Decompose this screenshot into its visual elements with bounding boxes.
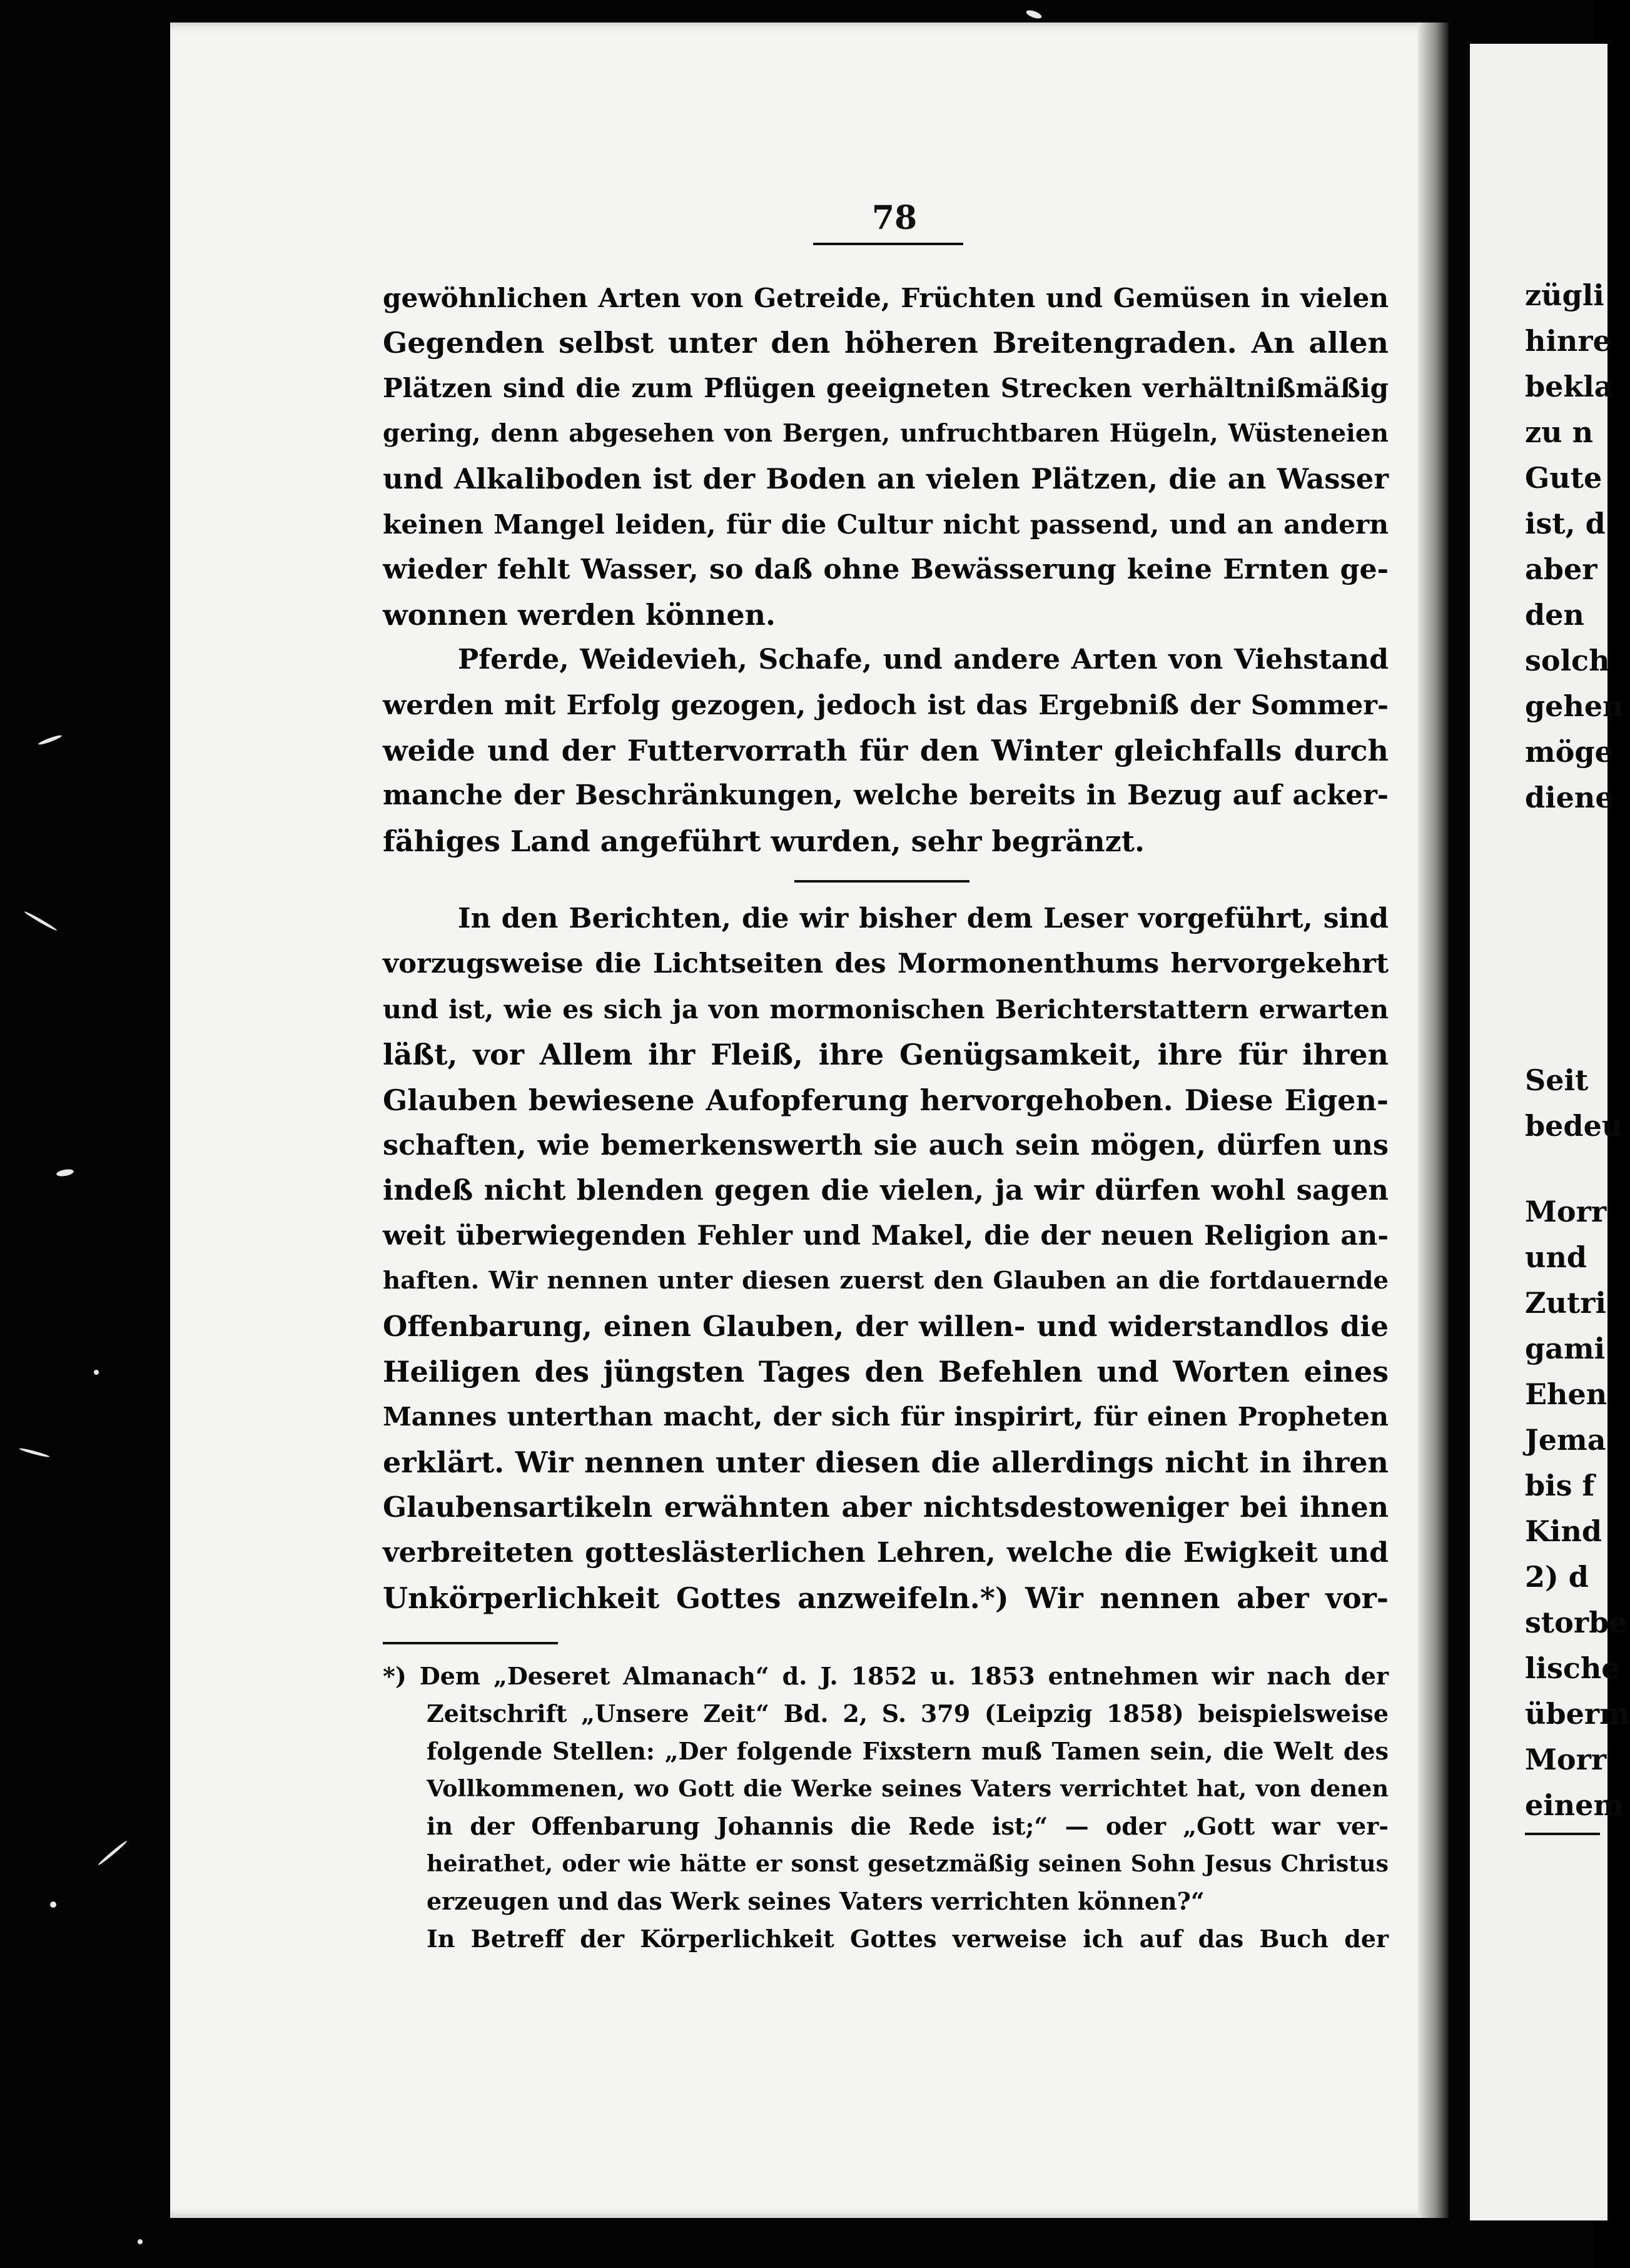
facing-page-line: Jema	[1525, 1423, 1606, 1457]
footnote-line: folgende Stellen: „Der folgende Fixstern muß Tamen sein, die Welt des	[427, 1737, 1389, 1765]
footnote-line: In Betreff der Körperlichkeit Gottes verweise ich auf das Buch der	[427, 1925, 1389, 1953]
text-line: und ist, wie es sich ja von mormonischen Berichterstattern erwarten	[383, 993, 1389, 1025]
text-line: Unkörperlichkeit Gottes anzweifeln.*) Wir nennen aber vor-	[383, 1581, 1389, 1615]
facing-page-line: Morr	[1525, 1743, 1607, 1776]
scan-speck	[94, 1370, 99, 1375]
facing-page-line: bekla	[1525, 370, 1613, 403]
text-line: Pferde, Weidevieh, Schafe, und andere Arten von Viehstand	[458, 644, 1389, 676]
text-line: fähiges Land angeführt wurden, sehr begränzt.	[383, 824, 1145, 858]
scan-speck	[138, 2239, 143, 2244]
page-number-rule	[813, 243, 963, 245]
text-line: erklärt. Wir nennen unter diesen die allerdings nicht in ihren	[383, 1445, 1389, 1479]
facing-page-line: Morr	[1525, 1195, 1607, 1228]
text-line: haften. Wir nennen unter diesen zuerst den Glauben an die fortdauernde	[383, 1267, 1389, 1295]
footnote-line: Zeitschrift „Unsere Zeit“ Bd. 2, S. 379 (Leipzig 1858) beispielsweise	[427, 1699, 1389, 1728]
footnote-line: *) Dem „Deseret Almanach“ d. J. 1852 u. 1853 entnehmen wir nach der	[383, 1662, 1389, 1690]
text-line: indeß nicht blenden gegen die vielen, ja wir dürfen wohl sagen	[383, 1173, 1389, 1207]
footnote-divider	[383, 1642, 558, 1644]
text-line: wonnen werden können.	[383, 597, 776, 632]
text-line: Offenbarung, einen Glauben, der willen- und widerstandlos die	[383, 1309, 1389, 1343]
text-line: Plätzen sind die zum Pflügen geeigneten Strecken verhältnißmäßig	[383, 372, 1389, 403]
facing-page-text	[1525, 0, 1630, 2268]
footnote-line: heirathet, oder wie hätte er sonst gesetzmäßig seinen Sohn Jesus Christus	[427, 1850, 1389, 1877]
text-line: werden mit Erfolg gezogen, jedoch ist das Ergebniß der Sommer-	[383, 689, 1389, 721]
text-line: Gegenden selbst unter den höheren Breitengraden. An allen	[383, 326, 1389, 360]
facing-page-line: überm	[1525, 1697, 1630, 1731]
facing-page-line: gehen	[1525, 689, 1624, 723]
text-line: verbreiteten gotteslästerlichen Lehren, welche die Ewigkeit und	[383, 1536, 1389, 1569]
text-line: und Alkaliboden ist der Boden an vielen Plätzen, die an Wasser	[383, 462, 1389, 495]
facing-page-line: Ehen	[1525, 1377, 1607, 1411]
page-number: 78	[871, 199, 918, 237]
text-line: läßt, vor Allem ihr Fleiß, ihre Genügsamkeit, ihre für ihren	[383, 1038, 1389, 1072]
footnote	[383, 1658, 1389, 1958]
facing-page-line: 2) d	[1525, 1560, 1589, 1594]
facing-page-line: gami	[1525, 1332, 1606, 1365]
facing-page-line: und	[1525, 1240, 1587, 1274]
facing-page-line: bedeu	[1525, 1109, 1623, 1143]
footnote-line: erzeugen und das Werk seines Vaters verrichten können?“	[427, 1887, 1205, 1915]
facing-page-line: solch	[1525, 644, 1610, 677]
text-line: keinen Mangel leiden, für die Cultur nicht passend, und an andern	[383, 508, 1389, 540]
text-line: In den Berichten, die wir bisher dem Leser vorgeführt, sind	[458, 903, 1389, 935]
facing-page-line: Kind	[1525, 1514, 1602, 1548]
facing-page-line: bis f	[1525, 1469, 1595, 1502]
facing-page-line: storbe	[1525, 1606, 1627, 1639]
text-line: weide und der Futtervorrath für den Winter gleichfalls durch	[383, 733, 1389, 767]
footnote-line: in der Offenbarung Johannis die Rede ist;“ — oder „Gott war ver-	[427, 1812, 1389, 1840]
scan-speck	[50, 1901, 56, 1908]
body-text	[383, 275, 1389, 1621]
text-line: weit überwiegenden Fehler und Makel, die der neuen Religion an-	[383, 1220, 1389, 1252]
facing-page-line: Zutri	[1525, 1286, 1606, 1320]
text-line: Mannes unterthan macht, der sich für inspirirt, für einen Propheten	[383, 1401, 1389, 1432]
text-line: Heiligen des jüngsten Tages den Befehlen und Worten eines	[383, 1354, 1389, 1389]
facing-page-line: den	[1525, 598, 1584, 632]
section-divider	[794, 880, 969, 883]
footnote-line: Vollkommenen, wo Gott die Werke seines Vaters verrichtet hat, von denen	[427, 1775, 1389, 1802]
text-line: Glauben bewiesene Aufopferung hervorgehoben. Diese Eigen-	[383, 1083, 1389, 1117]
page-gutter-shadow	[1417, 23, 1449, 2218]
facing-page-footnote-divider	[1525, 1833, 1600, 1835]
facing-page-line: zu n	[1525, 415, 1594, 449]
facing-page-line: möge	[1525, 735, 1613, 769]
facing-page-line: lische	[1525, 1651, 1620, 1685]
facing-page-line: ist, d	[1525, 507, 1606, 540]
facing-page-line: Gute	[1525, 461, 1602, 495]
text-line: Glaubensartikeln erwähnten aber nichtsdestoweniger bei ihnen	[383, 1491, 1389, 1524]
text-line: gering, denn abgesehen von Bergen, unfruchtbaren Hügeln, Wüsteneien	[383, 419, 1389, 448]
facing-page-line: hinre	[1525, 324, 1611, 358]
text-line: vorzugsweise die Lichtseiten des Mormonenthums hervorgekehrt	[383, 948, 1389, 980]
facing-page-line: aber	[1525, 552, 1597, 586]
facing-page-line: Seit	[1525, 1063, 1589, 1097]
text-line: wieder fehlt Wasser, so daß ohne Bewässerung keine Ernten ge-	[383, 553, 1389, 586]
text-line: schaften, wie bemerkenswerth sie auch sein mögen, dürfen uns	[383, 1128, 1389, 1162]
facing-page-line: diene	[1525, 781, 1614, 814]
facing-page-line: einem	[1525, 1788, 1624, 1822]
text-line: gewöhnlichen Arten von Getreide, Früchten und Gemüsen in vielen	[383, 282, 1389, 313]
text-line: manche der Beschränkungen, welche bereits in Bezug auf acker-	[383, 779, 1389, 812]
facing-page-line: zügli	[1525, 278, 1604, 312]
